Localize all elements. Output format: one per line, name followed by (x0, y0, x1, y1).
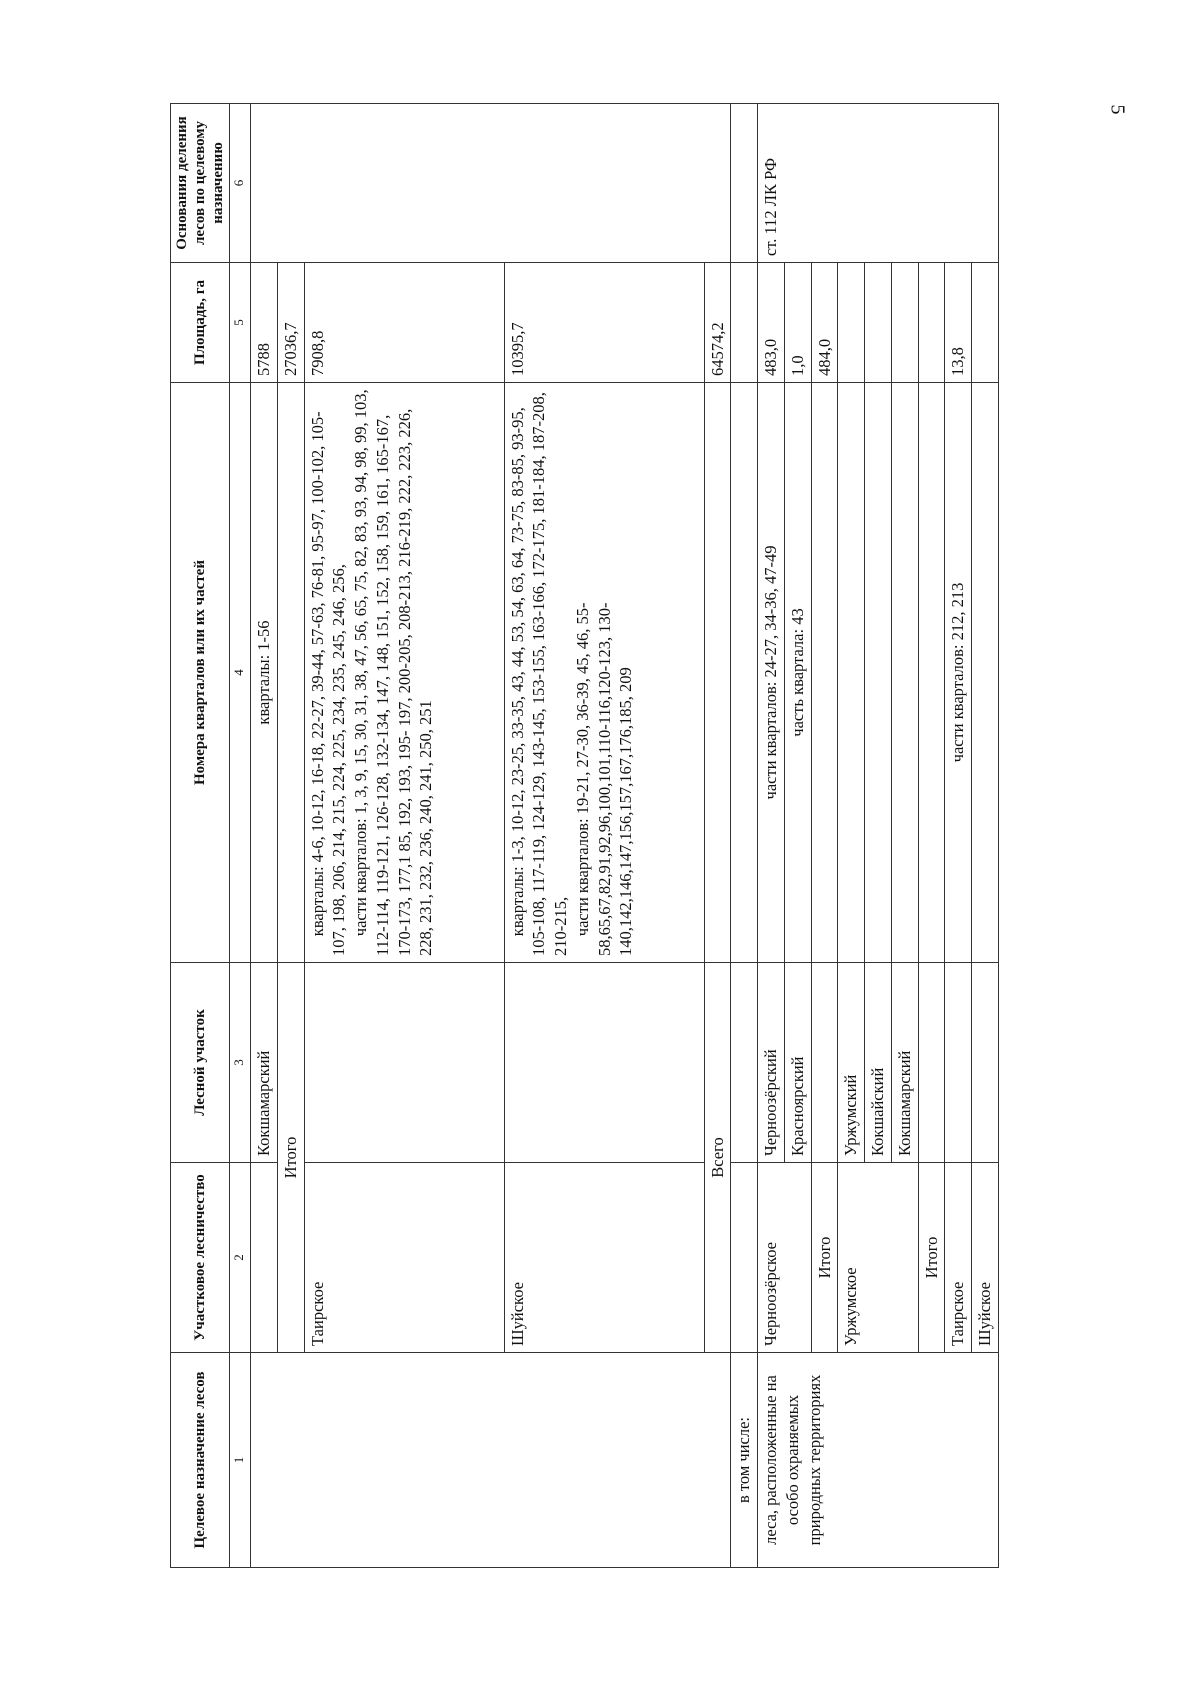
forestry-name: Шуйское (972, 1163, 999, 1353)
forest-plot: Черноозёрский (758, 963, 785, 1163)
area: 1,0 (784, 263, 811, 383)
header-col3: Лесной участок (171, 963, 230, 1163)
quarter-parts-list: части кварталов: 19-21, 27-30, 36-39, 45, 46, 55-58,65,67,82,91,92,96,100,101,110-116,120-123, 130-140,142,146,147,156,157,167,176,185, 209 (572, 602, 636, 956)
quarters-cell (504, 383, 704, 963)
subtotal-label: Итого (811, 1163, 838, 1353)
column-number: 4 (230, 383, 251, 963)
area: 13,8 (945, 263, 972, 383)
table-row (731, 104, 758, 1568)
subtotal-area: 27036,7 (277, 263, 304, 383)
subtotal-area: 484,0 (811, 263, 838, 383)
forest-plot: Красноярский (784, 963, 811, 1163)
header-col1: Целевое назначение лесов (171, 1353, 230, 1568)
table-row (945, 104, 972, 1568)
quarters-list: кварталы: 4-6, 10-12, 16-18, 22-27, 39-44, 57-63, 76-81, 95-97, 100-102, 105-107, 198, 206, 214, 215, 224, 225, 234, 235, 245, 246, 256, (307, 411, 349, 956)
table-row (277, 104, 304, 1568)
legal-basis: ст. 112 ЛК РФ (758, 104, 999, 263)
basis-cell-empty (251, 104, 731, 263)
page-number: 5 (1106, 104, 1129, 115)
forest-plot: Кокшайский (865, 963, 892, 1163)
header-row (171, 104, 230, 1568)
total-label: Всего (704, 963, 731, 1353)
quarter-parts-list: части кварталов: 1, 3, 9, 15, 30, 31, 38, 47, 56, 65, 75, 82, 83, 93, 94, 98, 99, 103, 112-114, 119-121, 126-128, 132-134, 147, 148, 151, 152, 158, 159, 161, 165-167, 170-173, 177,1 85, 192, 193, 195- 197, 200-205, 208-213, 216-219, 222, 223, 226, 228, 231, 232, 236, 240, 241, 250, 251 (351, 389, 436, 956)
table-row (918, 104, 945, 1568)
column-number: 3 (230, 963, 251, 1163)
purpose-cell-empty (251, 1353, 731, 1568)
table-row (838, 104, 865, 1568)
header-col5: Площадь, га (171, 263, 230, 383)
table-row (704, 104, 731, 1568)
including-label: в том числе: (731, 1353, 758, 1568)
forestry-name: Уржумское (838, 1163, 918, 1353)
forest-purpose-table (170, 103, 999, 1568)
table-row (972, 104, 999, 1568)
column-number: 6 (230, 104, 251, 263)
quarters: часть квартала: 43 (784, 383, 811, 963)
quarters: части кварталов: 212, 213 (945, 383, 972, 963)
header-col4: Номера кварталов или их частей (171, 383, 230, 963)
forestry-name: Таирское (945, 1163, 972, 1353)
forest-plot: Уржумский (838, 963, 865, 1163)
area: 5788 (251, 263, 278, 383)
forestry-name: Черноозёрское (758, 1163, 812, 1353)
table-row (251, 104, 278, 1568)
header-col2: Участковое лесничество (171, 1163, 230, 1353)
purpose-protected-territories: леса, расположенные на особо охраняемых природных территориях (758, 1353, 999, 1568)
forestry-name: Шуйское (504, 1163, 704, 1353)
forest-plot: Кокшамарский (891, 963, 918, 1163)
area: 7908,8 (304, 263, 504, 383)
column-number: 5 (230, 263, 251, 383)
table-row (811, 104, 838, 1568)
subtotal-label: Итого (918, 1163, 945, 1353)
column-number: 2 (230, 1163, 251, 1353)
quarters-cell (304, 383, 504, 963)
rotated-table-container (170, 104, 1092, 1568)
column-number-row (230, 104, 251, 1568)
quarters: части кварталов: 24-27, 34-36, 47-49 (758, 383, 785, 963)
quarters-list: кварталы: 1-3, 10-12, 23-25, 33-35, 43, 44, 53, 54, 63, 64, 73-75, 83-85, 93-95, 105-108, 117-119, 124-129, 143-145, 153-155, 163-166, 172-175, 181-184, 187-208, 210-215, (507, 392, 571, 956)
forestry-name: Таирское (304, 1163, 504, 1353)
subtotal-label: Итого (277, 963, 304, 1353)
total-area: 64574,2 (704, 263, 731, 383)
area: 483,0 (758, 263, 785, 383)
column-number: 1 (230, 1353, 251, 1568)
table-row (758, 104, 785, 1568)
area: 10395,7 (504, 263, 704, 383)
quarters: кварталы: 1-56 (251, 383, 278, 963)
table-row (304, 104, 504, 1568)
forest-plot: Кокшамарский (251, 963, 278, 1163)
table-row (504, 104, 704, 1568)
header-col6: Основания деления лесов по целевому назначению (171, 104, 230, 263)
